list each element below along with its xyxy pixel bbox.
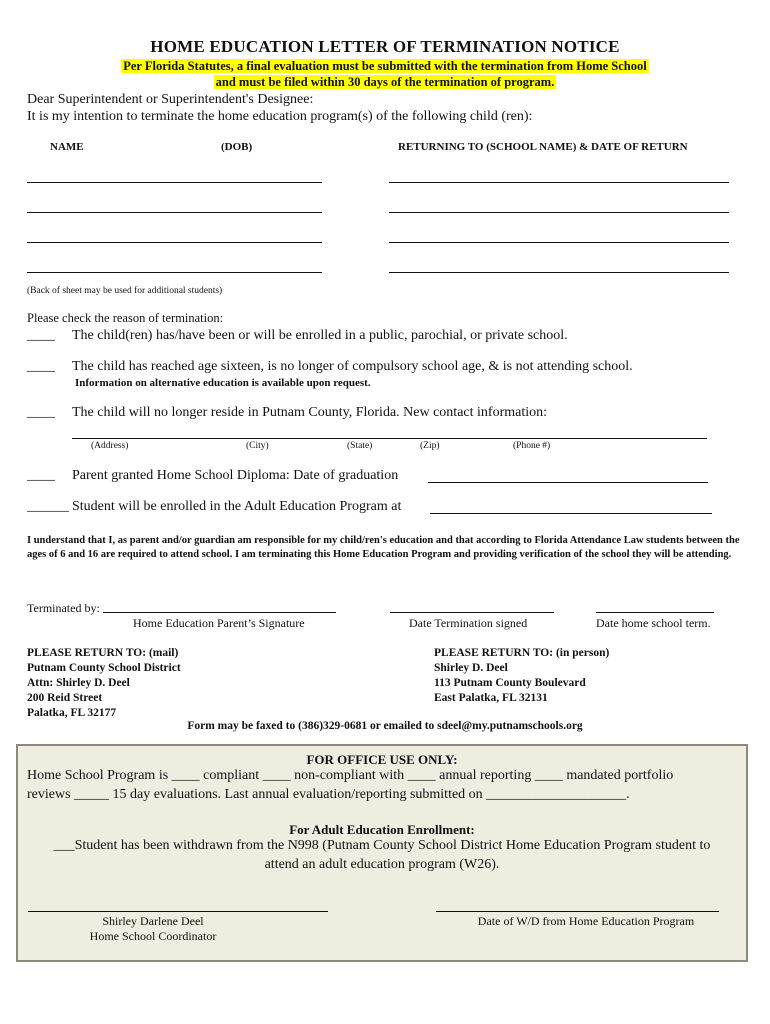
col-return-header: RETURNING TO (SCHOOL NAME) & DATE OF RETURN [398, 141, 688, 153]
terminated-by-label: Terminated by: [27, 601, 100, 615]
coordinator-title: Home School Coordinator [89, 929, 217, 943]
fax-email-line: Form may be faxed to (386)329-0681 or emailed to sdeel@my.putnamschools.org [187, 720, 583, 732]
program-status-line-1: Home School Program is ____ compliant ____ non-compliant with ____ annual reporting ____ mandated portfolio [27, 768, 674, 783]
return-mail-line: Palatka, FL 32177 [27, 707, 117, 719]
reason-checkbox-5[interactable]: ______ [27, 499, 69, 514]
col-dob-header: (DOB) [221, 141, 253, 153]
adult-ed-heading: For Adult Education Enrollment: [289, 822, 475, 837]
reason-prompt: Please check the reason of termination: [27, 311, 224, 325]
notice-line-1: Per Florida Statutes, a final evaluation must be submitted with the termination from Home School [123, 59, 647, 73]
reason-checkbox-3[interactable]: ____ [27, 405, 55, 420]
date-terminated-label: Date home school term. [596, 616, 711, 630]
adult-ed-line-1: ___Student has been withdrawn from the N998 (Putnam County School District Home Education Program student to [53, 838, 711, 853]
coordinator-signature-field[interactable] [28, 911, 328, 912]
reason-text-5: Student will be enrolled in the Adult Education Program at [72, 499, 402, 514]
alt-education-note: Information on alternative education is available upon request. [75, 377, 371, 389]
return-person-block [434, 646, 609, 706]
salutation: Dear Superintendent or Superintendent's Designee: [27, 92, 314, 107]
acknowledgement-text: I understand that I, as parent and/or guardian am responsible for my child/ren's education and that according to Florida Attendance Law students between the ages of 6 and 16 are required to attend school. I am terminating this Home Education Program and providing verification of the school they will be attending. [27, 535, 740, 560]
zip-label: (Zip) [420, 441, 440, 451]
return-mail-line: Attn: Shirley D. Deel [27, 677, 130, 689]
state-label: (State) [347, 441, 373, 451]
parent-signature-field[interactable] [103, 612, 336, 613]
date-signed-label: Date Termination signed [409, 616, 528, 630]
student-name-field-3[interactable] [27, 242, 322, 243]
withdrawal-date-label: Date of W/D from Home Education Program [477, 914, 695, 928]
return-person-line: 113 Putnam County Boulevard [434, 677, 586, 689]
intent-statement: It is my intention to terminate the home education program(s) of the following child (ren): [27, 109, 533, 124]
adult-program-field[interactable] [430, 513, 712, 514]
contact-info-field[interactable] [72, 438, 707, 439]
city-label: (City) [246, 441, 269, 451]
adult-ed-line-2: attend an adult education program (W26). [264, 857, 500, 872]
student-name-field-4[interactable] [27, 272, 322, 273]
notice-line-2: and must be filed within 30 days of the termination of program. [215, 75, 555, 89]
reason-text-2: The child has reached age sixteen, is no longer of compulsory school age, & is not attending school. [72, 359, 633, 374]
return-school-field-1[interactable] [389, 182, 729, 183]
return-school-field-4[interactable] [389, 272, 729, 273]
date-terminated-field[interactable] [596, 612, 714, 613]
phone-label: (Phone #) [513, 441, 551, 451]
return-school-field-3[interactable] [389, 242, 729, 243]
return-mail-line: Putnam County School District [27, 662, 181, 674]
return-person-line: Shirley D. Deel [434, 662, 508, 674]
return-person-heading: PLEASE RETURN TO: (in person) [434, 647, 610, 659]
student-name-field-2[interactable] [27, 212, 322, 213]
col-name-header: NAME [50, 141, 84, 153]
parent-signature-label: Home Education Parent’s Signature [133, 616, 305, 630]
return-mail-block [27, 646, 181, 721]
return-person-line: East Palatka, FL 32131 [434, 692, 548, 704]
program-status-line-2: reviews _____ 15 day evaluations. Last annual evaluation/reporting submitted on ____________________. [27, 787, 630, 802]
coordinator-name: Shirley Darlene Deel [102, 914, 204, 928]
page-title: HOME EDUCATION LETTER OF TERMINATION NOTICE [150, 37, 620, 56]
office-use-heading: FOR OFFICE USE ONLY: [306, 752, 458, 767]
return-school-field-2[interactable] [389, 212, 729, 213]
reason-text-1: The child(ren) has/have been or will be enrolled in a public, parochial, or private school. [72, 328, 568, 343]
date-signed-field[interactable] [390, 612, 554, 613]
withdrawal-date-field[interactable] [436, 911, 719, 912]
graduation-date-field[interactable] [428, 482, 708, 483]
back-sheet-note: (Back of sheet may be used for additional students) [27, 286, 223, 296]
reason-text-3: The child will no longer reside in Putnam County, Florida. New contact information: [72, 405, 548, 420]
address-label: (Address) [91, 441, 129, 451]
reason-checkbox-2[interactable]: ____ [27, 359, 55, 374]
reason-text-4: Parent granted Home School Diploma: Date of graduation [72, 468, 399, 483]
return-mail-line: 200 Reid Street [27, 692, 103, 704]
return-mail-heading: PLEASE RETURN TO: (mail) [27, 647, 179, 659]
office-use-box [16, 744, 748, 962]
reason-checkbox-4[interactable]: ____ [27, 468, 55, 483]
reason-checkbox-1[interactable]: ____ [27, 328, 55, 343]
student-name-field-1[interactable] [27, 182, 322, 183]
